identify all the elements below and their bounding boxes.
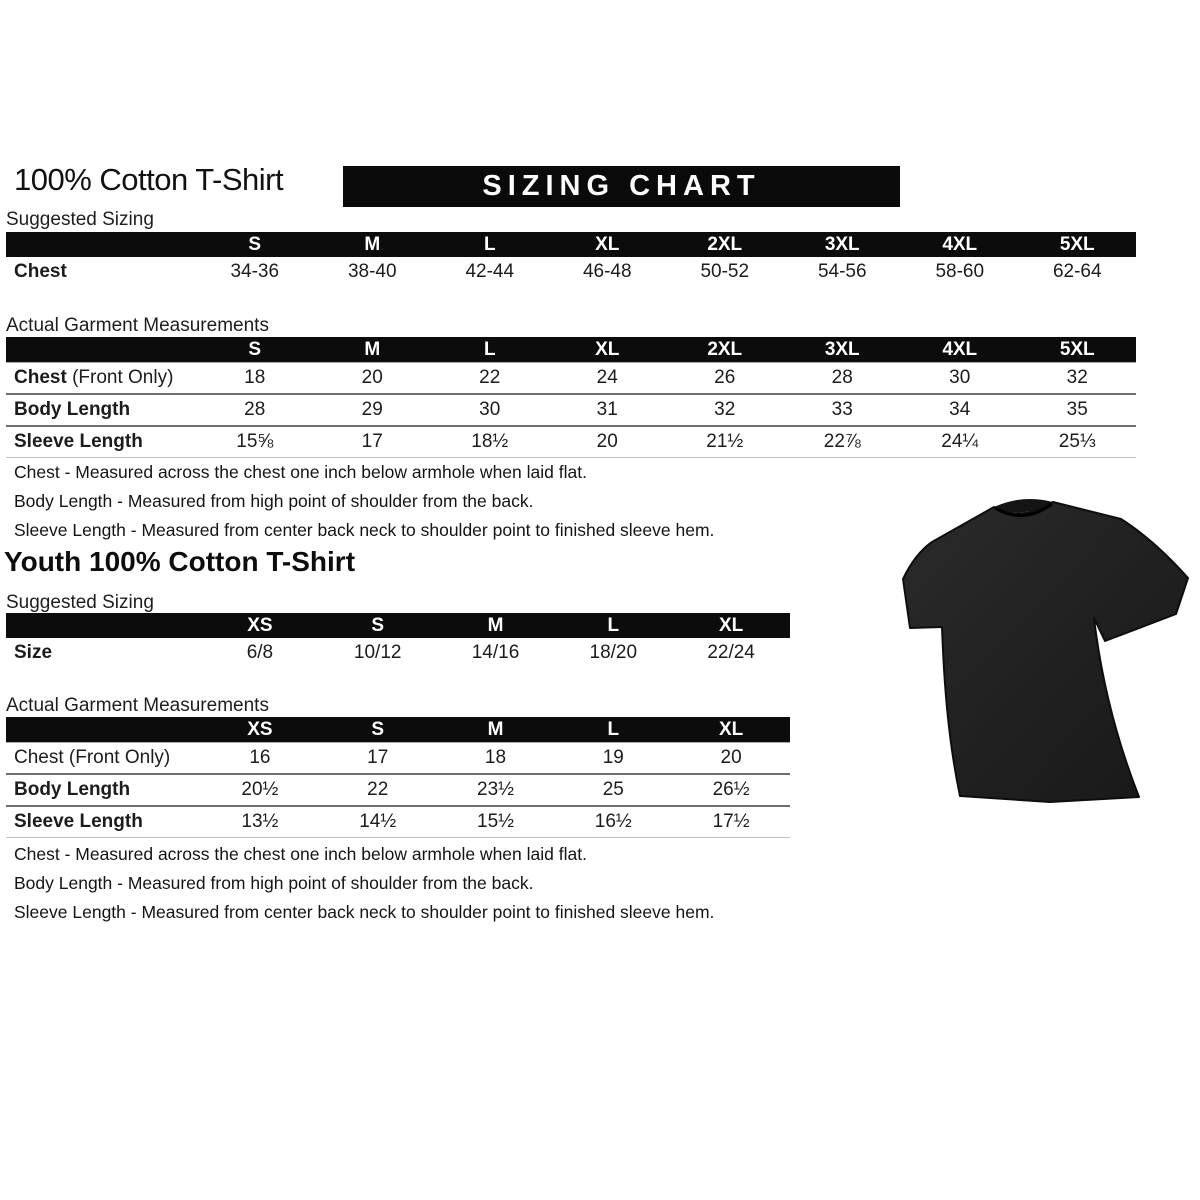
cell: 25⅓ [1058,431,1096,452]
cell: 6/8 [246,642,274,663]
adult-measurement-notes [14,458,714,545]
table-row-sleeve-length [6,427,1136,458]
table-row-chest [6,362,1136,395]
header-cell: S [248,338,262,360]
header-cell: XS [247,718,273,740]
cell: 22/24 [707,642,755,663]
header-cell: 2XL [707,338,743,360]
note-line: Chest - Measured across the chest one inch below armhole when laid flat. [14,844,587,864]
table-header-row [6,232,1136,257]
header-cell: XL [718,614,744,636]
cell: 22 [367,779,389,800]
note-line: Sleeve Length - Measured from center back neck to shoulder point to finished sleeve hem. [14,902,715,922]
row-label: Body Length [14,399,131,420]
header-cell: XL [595,233,620,255]
cell: 15⅝ [236,431,274,452]
cell: 20 [596,431,618,452]
row-label: Sleeve Length [14,811,143,832]
cell: 34-36 [230,261,280,282]
header-cell: XS [247,614,273,636]
note-line: Body Length - Measured from high point of shoulder from the back. [14,491,534,511]
table-row-sleeve-length [6,807,790,838]
cell: 21½ [706,431,744,452]
cell: 35 [1066,399,1088,420]
cell: 20½ [241,779,279,800]
adult-actual-measurements-table [6,337,1136,458]
header-cell: 4XL [942,233,978,255]
header-cell: 3XL [824,233,860,255]
header-cell: M [487,614,504,636]
header-cell: 3XL [824,338,860,360]
table-row-body-length [6,395,1136,427]
cell: 33 [831,399,853,420]
header-cell: L [607,614,620,636]
black-tshirt-image [890,470,1198,808]
cell: 18 [484,747,507,768]
tshirt-body [903,502,1188,802]
youth-suggested-sizing-heading: Suggested Sizing [6,592,154,613]
cell: 15½ [477,811,514,832]
table-row-chest [6,257,1136,287]
header-cell: S [248,233,262,255]
cell: 28 [244,399,266,420]
row-label-note: (Front Only) [66,367,174,388]
header-cell: M [487,718,504,740]
row-label: Chest (Front Only) [14,747,171,768]
adult-actual-measurements-heading: Actual Garment Measurements [6,315,269,336]
cell: 38-40 [347,261,397,282]
cell: 28 [831,367,853,388]
cell: 13½ [241,811,279,832]
row-label: Body Length [14,779,131,800]
table-header-row [6,337,1136,362]
cell: 46-48 [582,261,632,282]
row-label: Sleeve Length [14,431,143,452]
cell: 30 [479,399,501,420]
cell: 17 [367,747,389,768]
cell: 29 [361,399,383,420]
note-line: Chest - Measured across the chest one inch below armhole when laid flat. [14,462,587,482]
header-cell: M [364,338,381,360]
row-label: Size [14,642,53,663]
cell: 18½ [471,431,509,452]
cell: 25 [602,779,624,800]
cell: 18 [244,367,266,388]
cell: 50-52 [700,261,750,282]
cell: 20 [361,367,383,388]
header-cell: L [483,338,496,360]
cell: 24¼ [941,431,979,452]
cell: 31 [596,399,618,420]
cell: 26½ [712,779,750,800]
youth-actual-measurements-heading: Actual Garment Measurements [6,695,269,716]
youth-suggested-sizing-table [6,613,790,668]
header-cell: XL [718,718,744,740]
adult-suggested-sizing-table [6,232,1136,287]
cell: 22⅞ [823,431,861,452]
cell: 20 [720,747,742,768]
header-cell: L [483,233,496,255]
header-cell: 2XL [707,233,743,255]
cell: 30 [949,367,971,388]
header-cell: XL [595,338,620,360]
header-cell: 5XL [1059,233,1095,255]
note-line: Sleeve Length - Measured from center back neck to shoulder point to finished sleeve hem. [14,520,715,540]
cell: 24 [596,367,618,388]
row-label: Chest (Front Only) [14,367,174,388]
youth-actual-measurements-table [6,717,790,838]
header-cell: S [371,718,385,740]
header-cell: 4XL [942,338,978,360]
cell: 16 [249,747,271,768]
adult-suggested-sizing-heading: Suggested Sizing [6,209,154,230]
header-cell: S [371,614,385,636]
cell: 62-64 [1052,261,1102,282]
row-label: Chest [14,261,67,282]
cell: 22 [479,367,501,388]
cell: 14½ [359,811,397,832]
table-header-row [6,613,790,638]
cell: 19 [602,747,624,768]
note-line: Body Length - Measured from high point of shoulder from the back. [14,873,534,893]
cell: 14/16 [471,642,520,663]
header-cell: M [364,233,381,255]
youth-measurement-notes [14,840,714,927]
header-cell: 5XL [1059,338,1095,360]
cell: 32 [714,399,736,420]
cell: 32 [1066,367,1088,388]
header-cell: L [607,718,620,740]
youth-section-title: Youth 100% Cotton T-Shirt [4,546,356,577]
cell: 54-56 [817,261,867,282]
table-row-body-length [6,775,790,807]
cell: 26 [714,367,736,388]
cell: 58-60 [935,261,985,282]
table-row-chest [6,742,790,775]
adult-section-title: 100% Cotton T-Shirt [14,162,284,197]
table-row-size [6,638,790,668]
table-header-row [6,717,790,742]
cell: 17 [361,431,383,452]
sizing-chart-banner: SIZING CHART [343,166,900,207]
cell: 10/12 [353,642,402,663]
cell: 42-44 [465,261,515,282]
cell: 17½ [712,811,750,832]
cell: 34 [949,399,971,420]
cell: 18/20 [589,642,638,663]
cell: 16½ [594,811,632,832]
cell: 23½ [477,779,514,800]
